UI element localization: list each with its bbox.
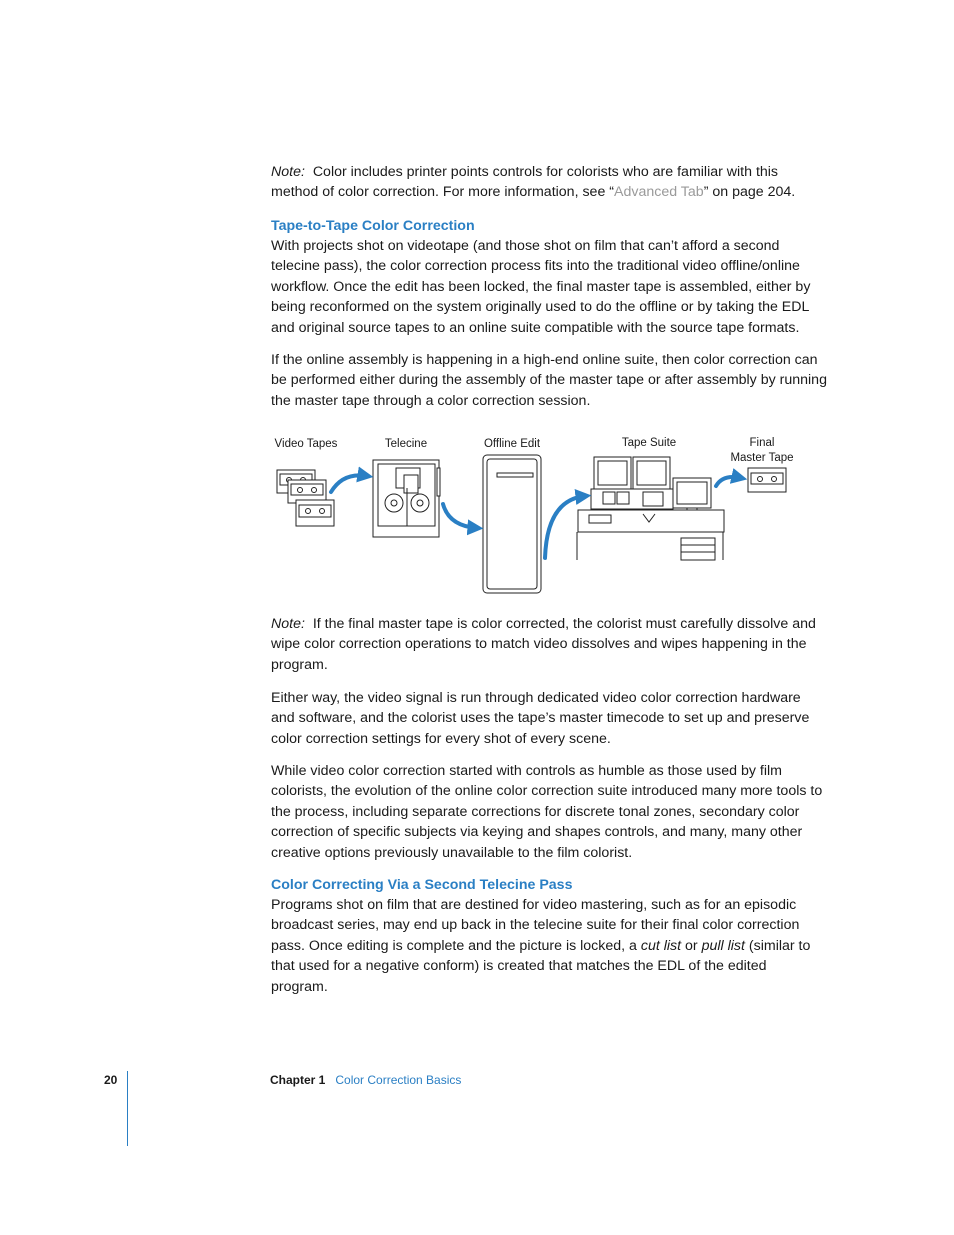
label-final-line2: Master Tape bbox=[730, 452, 794, 464]
tape-suite-icon bbox=[577, 457, 724, 560]
body-paragraph: With projects shot on videotape (and those shot on film that can’t afford a second telecine pass), the color correction process fits into the traditional video offline/online workflow. Once the edit has been locked, the final master tape is assembled, either by being reconformed on the system originally used to do the offline or by taking the EDL and original source tapes to an online suite compatible with the source tape formats. bbox=[271, 238, 811, 336]
section-tape-to-tape bbox=[271, 216, 827, 411]
text-run: or bbox=[681, 937, 702, 954]
body-paragraph bbox=[271, 895, 827, 997]
term-cut-list: cut list bbox=[640, 937, 682, 954]
note-paragraph-1 bbox=[271, 162, 827, 203]
section-heading: Tape-to-Tape Color Correction bbox=[271, 218, 475, 234]
page-number: 20 bbox=[104, 1073, 118, 1087]
arrow-suite-to-final bbox=[716, 477, 741, 486]
final-master-tape-icon bbox=[748, 468, 786, 492]
footer-divider bbox=[127, 1071, 128, 1146]
section-second-telecine bbox=[271, 875, 827, 997]
section-heading: Color Correcting Via a Second Telecine Pass bbox=[271, 877, 573, 893]
label-tape-suite: Tape Suite bbox=[621, 437, 677, 449]
advanced-tab-link[interactable]: Advanced Tab bbox=[614, 184, 704, 201]
term-pull-list: pull list bbox=[701, 937, 745, 954]
label-video-tapes: Video Tapes bbox=[274, 438, 338, 450]
body-paragraph-3 bbox=[271, 688, 827, 749]
body-paragraph: Either way, the video signal is run through dedicated video color correction hardware and software, and the colorist uses the tape’s master timecode to set up and preserve color correction settings for every shot of every scene. bbox=[271, 690, 810, 747]
note-text: Color includes printer points controls for colorists who are familiar with this method of color correction. For more information, see “ bbox=[271, 164, 779, 201]
diagram-artwork bbox=[271, 430, 831, 600]
video-tapes-icon bbox=[277, 470, 334, 526]
arrow-tapes-to-telecine bbox=[331, 475, 367, 492]
chapter-title-link[interactable]: Color Correction Basics bbox=[335, 1073, 462, 1087]
text-run: (similar to that used for a negative conform) is created that matches the EDL of the edited program. bbox=[271, 937, 811, 995]
note-label: Note: bbox=[271, 616, 305, 632]
label-offline-edit: Offline Edit bbox=[483, 438, 541, 450]
chapter-label: Chapter 1 bbox=[270, 1073, 326, 1087]
workflow-diagram bbox=[271, 430, 831, 600]
note-label: Note: bbox=[271, 164, 305, 180]
body-paragraph: If the online assembly is happening in a high-end online suite, then color correction can be performed either during the assembly of the master tape or after assembly by running the master tape through a color correction session. bbox=[271, 352, 827, 409]
offline-edit-icon bbox=[483, 455, 541, 593]
telecine-icon bbox=[373, 460, 440, 537]
label-telecine: Telecine bbox=[384, 438, 428, 450]
note-paragraph-2 bbox=[271, 614, 827, 675]
footer-chapter bbox=[270, 1073, 461, 1087]
note-text-end: ” on page 204. bbox=[703, 184, 796, 201]
label-final-line1: Final bbox=[749, 437, 775, 449]
body-paragraph-4 bbox=[271, 761, 827, 863]
body-paragraph: While video color correction started with controls as humble as those used by film colorists, the evolution of the online color correction suite introduced many more tools to the process, including separate corrections for discrete tonal zones, secondary color correction of specific subjects via keying and shapes controls, and many, many other creative options previously unavailable to the film colorist. bbox=[271, 763, 823, 861]
note-text: If the final master tape is color corrected, the colorist must carefully dissolve and wipe color correction operations to match video dissolves and wipes happening in the program. bbox=[271, 616, 816, 673]
text-run: Programs shot on film that are destined for video mastering, such as for an episodic broadcast series, may end up back in the telecine suite for their final color correction pass. Once editing is complete and the picture is locked, a bbox=[271, 897, 800, 954]
arrow-telecine-to-offline bbox=[443, 504, 477, 528]
